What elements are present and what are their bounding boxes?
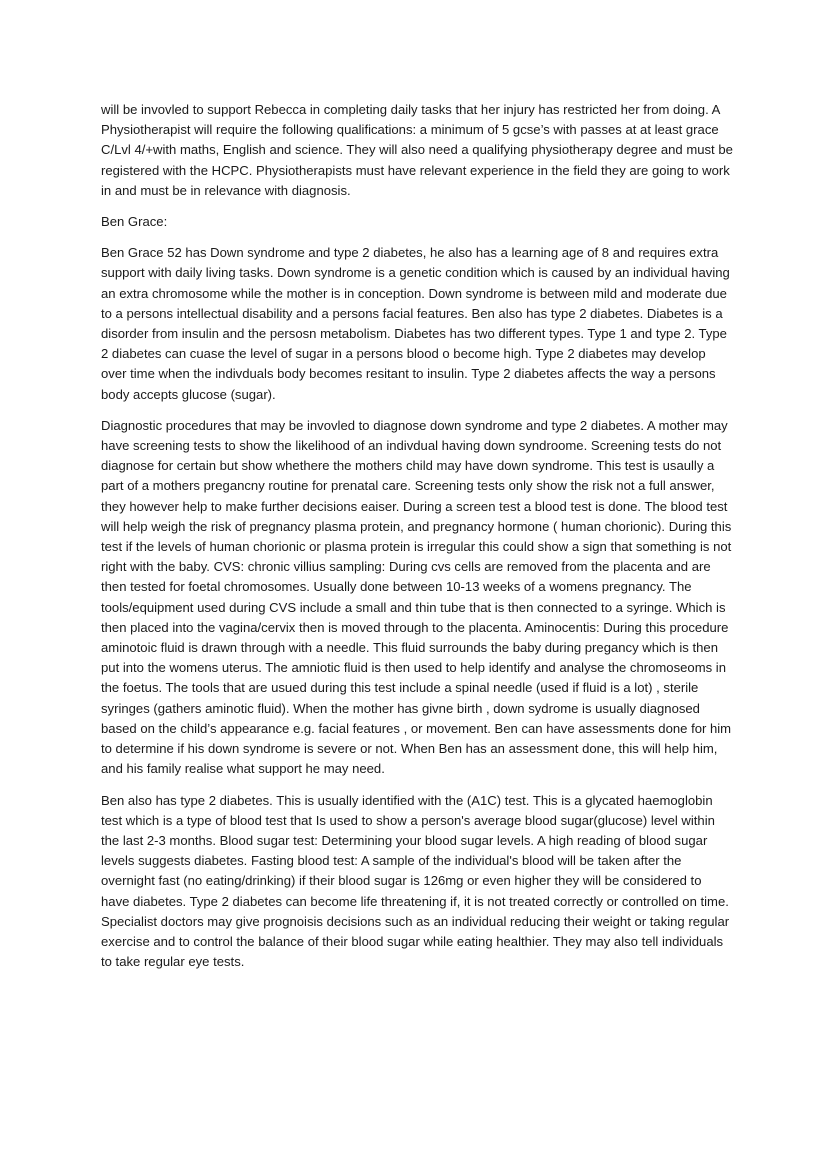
paragraph-type2-diabetes: Ben also has type 2 diabetes. This is usually identified with the (A1C) test. This is a glycated haemoglobin test which is a type of blood test that Is used to show a person's average blood sugar(glucose) level within the last 2-3 months. Blood sugar test: Determining your blood sugar levels. A high reading of blood sugar levels suggests diabetes. Fasting blood test: A sample of the individual's blood will be taken after the overnight fast (no eating/drinking) if their blood sugar is 126mg or even higher they will be considered to have diabetes. Type 2 diabetes can become life threatening if, it is not treated correctly or controlled on time. Specialist doctors may give prognoisis decisions such as an individual reducing their weight or taking regular exercise and to control the balance of their blood sugar while eating healthier. They may also tell individuals to take regular eye tests. [101, 792, 730, 970]
paragraph-diagnostic-procedures: Diagnostic procedures that may be invovled to diagnose down syndrome and type 2 diabetes. A mother may have screening tests to show the likelihood of an indivdual having down syndroome. Screening tests do not diagnose for certain but show whethere the mothers child may have down syndrome. This test is usaully a part of a mothers pregancny routine for prenatal care. Screening tests only show the risk not a full answer, they however help to make further decisions eaiser. During a screen test a blood test is done. The blood test will help weigh the risk of pregnancy plasma protein, and pregnancy hormone ( human chorionic). During this test if the levels of human chorionic or plasma protein is irregular this could show a sign that something is not right with the baby. CVS: chronic villius sampling: During cvs cells are removed from the placenta and are then tested for foetal chromosomes. Usually done between 10-13 weeks of a womens pregnancy. The tools/equipment used during CVS include a small and thin tube that is then connected to a syringe. Which is then placed into the vagina/cervix then is moved through to the placenta. Aminocentis: During this procedure aminotoic fluid is drawn through with a needle. This fluid surrounds the baby during pregancy which is then put into the womens uterus. The amniotic fluid is then used to help identify and analyse the chromoseoms in the foetus. The tools that are usued during this test include a spinal needle (used if fluid is a lot) , sterile syringes (gathers aminotic fluid). When the mother has givne birth , down sydrome is usually diagnosed based on the child’s appearance e.g. facial features , or movement. Ben can have assessments done for him to determine if his down syndrome is severe or not. When Ben has an assessment done, this will help him, and his family realise what support he may need. [101, 417, 732, 777]
section-heading-ben-grace: Ben Grace: [101, 214, 168, 230]
paragraph-physiotherapist: will be invovled to support Rebecca in completing daily tasks that her injury has restricted her from doing. A Physiotherapist will require the following qualifications: a minimum of 5 gcse’s with passes at at least grace C/Lvl 4/+with maths, English and science. They will also need a qualifying physiotherapy degree and must be registered with the HCPC. Physiotherapists must have relevant experience in the field they are going to work in and must be in relevance with diagnosis. [101, 102, 733, 198]
document-page [101, 100, 733, 983]
paragraph-ben-grace-overview: Ben Grace 52 has Down syndrome and type 2 diabetes, he also has a learning age of 8 and requires extra support with daily living tasks. Down syndrome is a genetic condition which is caused by an individual having an extra chromosome while the mother is in conception. Down syndrome is between mild and moderate due to a persons intellectual disability and a persons facial features. Ben also has type 2 diabetes. Diabetes is a disorder from insulin and the persosn metabolism. Diabetes has two different types. Type 1 and type 2. Type 2 diabetes can cuase the level of sugar in a persons blood o become high. Type 2 diabetes may develop over time when the indivduals body becomes resitant to insulin. Type 2 diabetes affects the way a persons body accepts glucose (sugar). [101, 245, 730, 402]
